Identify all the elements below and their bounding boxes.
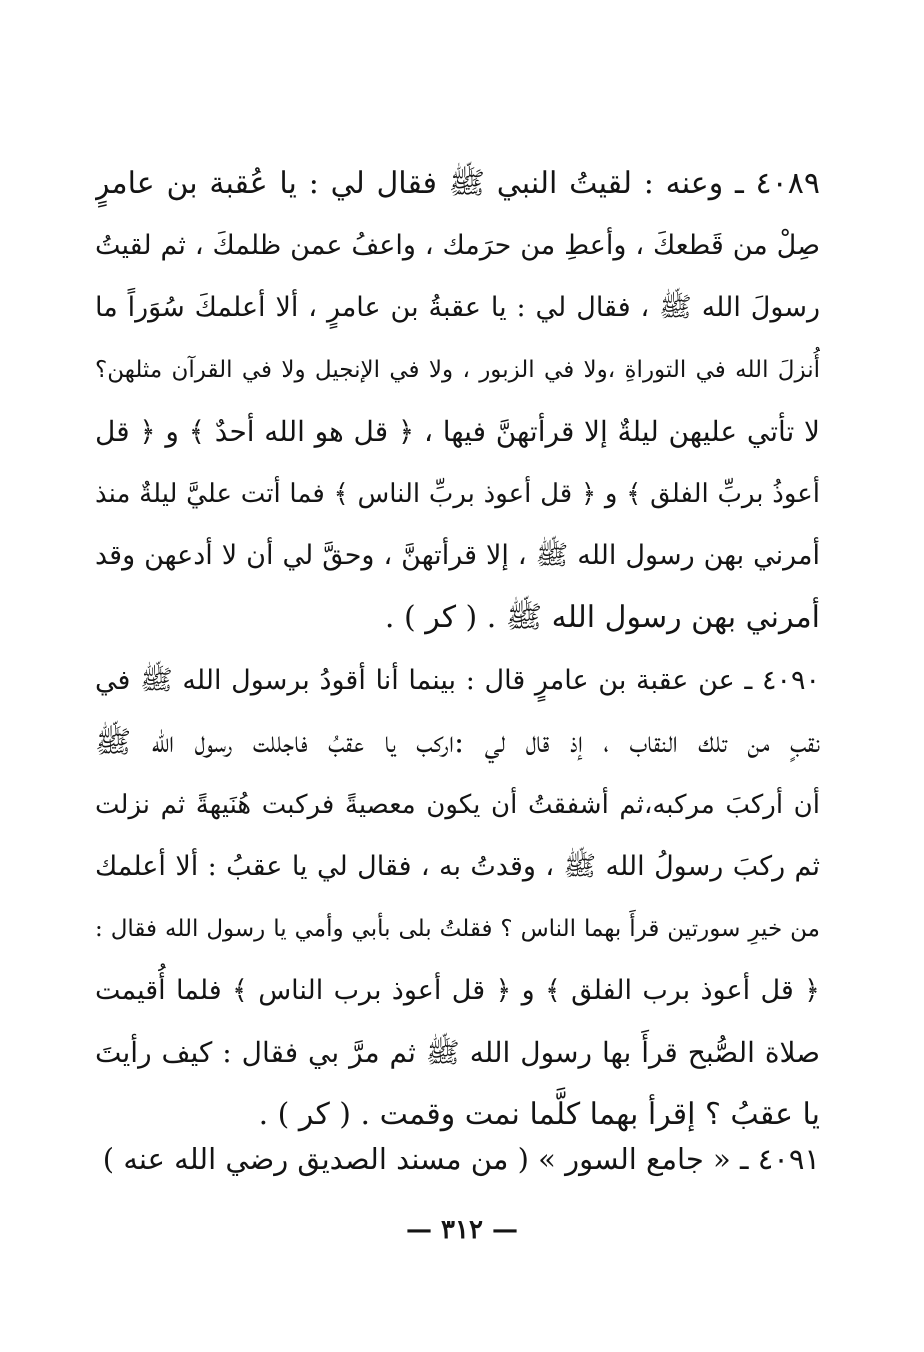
hadith-4089-line-7: أمرني بهن رسول الله ﷺ ، إلا قرأتهنَّ ، وحقَّ لي أن لا أدعهن وقد (95, 540, 820, 571)
hadith-4091-line-1: ٤٠٩١ ـ « جامع السور » ( من مسند الصديق رضي الله عنه ) (102, 1142, 820, 1176)
hadith-4090-line-2: نقبٍ من تلك النقاب ، إذ قال لي :اركب يا عقبُ فاجللت رسول الله ﷺ (95, 725, 820, 760)
hadith-4089-line-5: لا تأتي عليهن ليلةٌ إلا قرأتهنَّ فيها ، ﴿ قل هو الله أحدٌ ﴾ و ﴿ قل (95, 415, 820, 448)
hadith-4090-line-1: ٤٠٩٠ ـ عن عقبة بن عامرٍ قال : بينما أنا أقودُ برسول الله ﷺ في (95, 665, 820, 696)
hadith-4089-line-3: رسولَ الله ﷺ ، فقال لي : يا عقبةُ بن عامرٍ ، ألا أعلمكَ سُوَراً ما (95, 292, 820, 323)
hadith-4089-paragraph (95, 153, 820, 649)
hadith-4091-heading (95, 1128, 820, 1190)
hadith-4090-line-6: ﴿ قل أعوذ برب الفلق ﴾ و ﴿ قل أعوذ برب الناس ﴾ فلما أُقيمت (95, 975, 820, 1006)
hadith-4090-line-3: أن أركبَ مركبه،ثم أشفقتُ أن يكون معصيةً فركبت هُنَيهةً ثم نزلت (95, 790, 820, 820)
hadith-4090-line-5: من خيرِ سورتين قرأَ بهما الناس ؟ فقلتُ بلى بأبي وأمي يا رسول الله فقال : (95, 916, 820, 942)
hadith-4089-line-1: ٤٠٨٩ ـ وعنه : لقيتُ النبي ﷺ فقال لي : يا عُقبة بن عامرٍ (95, 166, 820, 201)
hadith-4089-line-2: صِلْ من قَطعكَ ، وأعطِ من حرَمك ، واعفُ عمن ظلمكَ ، ثم لقيتُ (95, 230, 820, 261)
hadith-4090-paragraph (95, 650, 820, 1146)
hadith-4090-line-8: يا عقبُ ؟ إقرأ بهما كلَّما نمت وقمت . ( كر ) . (258, 1097, 820, 1132)
hadith-4089-line-4: أُنزلَ الله في التوراةِ ،ولا في الزبور ، ولا في الإنجيل ولا في القرآن مثلهن؟ (95, 357, 820, 383)
page-number: — ٣١٢ — (405, 1215, 519, 1245)
hadith-4089-line-6: أعوذُ بربِّ الفلق ﴾ و ﴿ قل أعوذ بربِّ الناس ﴾ فما أتت عليَّ ليلةٌ منذ (95, 479, 820, 509)
hadith-4089-line-8: أمرني بهن رسول الله ﷺ . ( كر ) . (384, 600, 820, 635)
hadith-4090-line-4: ثم ركبَ رسولُ الله ﷺ ، وقدتُ به ، فقال لي يا عقبُ : ألا أعلمك (95, 851, 820, 882)
hadith-4090-line-7: صلاة الصُّبح قرأَ بها رسول الله ﷺ ثم مرَّ بي فقال : كيف رأيتَ (95, 1036, 820, 1069)
